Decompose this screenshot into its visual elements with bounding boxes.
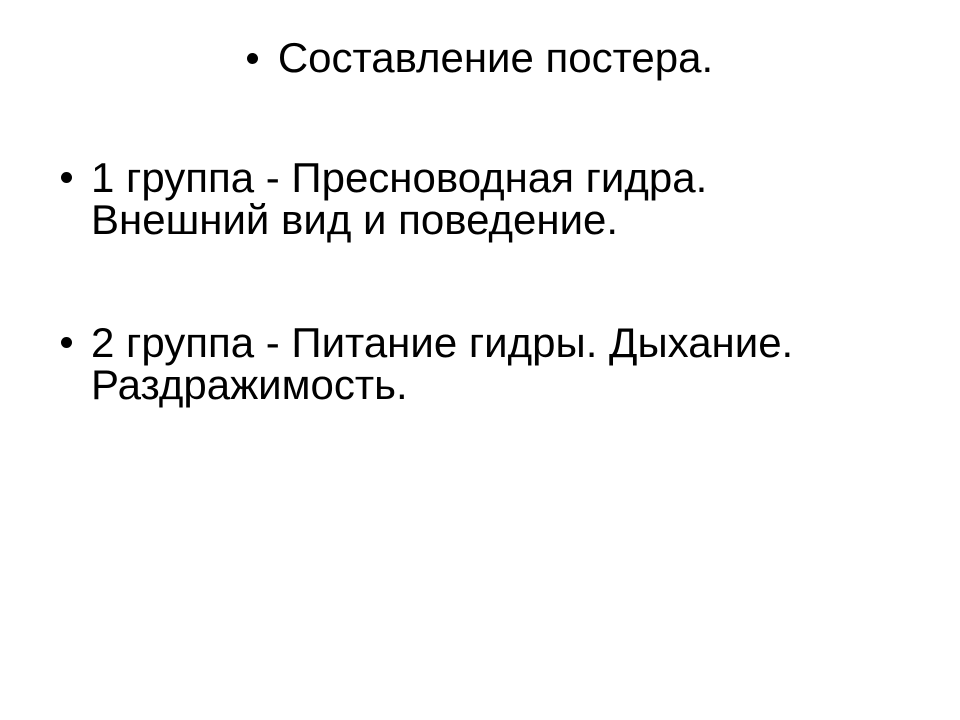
bullet-item-1-line-2: Внешний вид и поведение.	[91, 196, 619, 243]
bullet-item-2-line-1: 2 группа - Питание гидры. Дыхание.	[91, 319, 794, 366]
bullet-item-2-line-2: Раздражимость.	[91, 361, 408, 408]
slide-title-row	[0, 34, 960, 81]
bullet-icon	[247, 53, 258, 64]
bullet-icon	[61, 172, 72, 183]
bullet-item-1-line-1: 1 группа - Пресноводная гидра.	[91, 154, 708, 201]
bullet-icon	[61, 337, 72, 348]
slide-title-text: Составление постера.	[277, 34, 714, 81]
bullet-item-group-1	[91, 154, 931, 243]
bullet-item-group-2	[91, 319, 931, 408]
